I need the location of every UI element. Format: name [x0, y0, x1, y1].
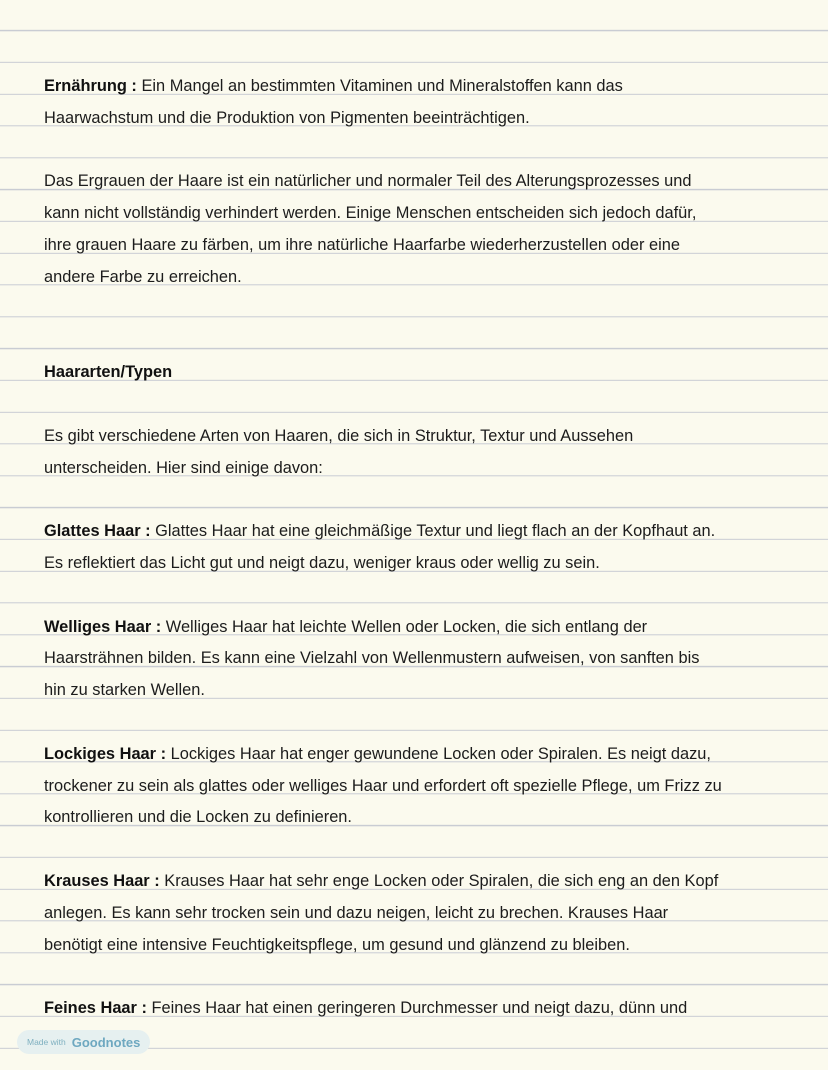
paragraph-wellig-line-3: hin zu starken Wellen.: [44, 681, 205, 700]
label-glatt: Glattes Haar :: [44, 522, 151, 541]
paragraph-lockig-line-3: kontrollieren und die Locken zu definieren.: [44, 808, 352, 827]
text: Feines Haar hat einen geringeren Durchmesser und neigt dazu, dünn und: [146, 999, 688, 1018]
blank-line: [44, 389, 804, 421]
text: Ein Mangel an bestimmten Vitaminen und Mineralstoffen kann das: [136, 77, 623, 95]
blank-line: [44, 580, 804, 612]
paragraph-ernaehrung-line-1: [44, 71, 804, 103]
blank-line: [44, 325, 804, 357]
paragraph-wellig-line-1: [44, 612, 804, 644]
notebook-page: [44, 71, 804, 1025]
paragraph-ergrauen-line-1: Das Ergrauen der Haare ist ein natürlicher und normaler Teil des Alterungsprozesses und: [44, 172, 692, 191]
text: Glattes Haar hat eine gleichmäßige Textur und liegt flach an der Kopfhaut an.: [150, 522, 716, 541]
paragraph-intro-line-1: Es gibt verschiedene Arten von Haaren, die sich in Struktur, Textur und Aussehen: [44, 426, 634, 445]
blank-line: [44, 707, 804, 739]
blank-line: [44, 484, 804, 516]
paragraph-kraus-line-2: anlegen. Es kann sehr trocken sein und dazu neigen, leicht zu brechen. Krauses Haar: [44, 903, 669, 922]
blank-line: [44, 961, 804, 993]
paragraph-intro-line-2: unterscheiden. Hier sind einige davon:: [44, 458, 323, 477]
label-lockig: Lockiges Haar :: [44, 744, 167, 763]
paragraph-ernaehrung-line-2: Haarwachstum und die Produktion von Pigmenten beeinträchtigen.: [44, 108, 530, 127]
blank-line: [44, 834, 804, 866]
goodnotes-watermark: [17, 1030, 150, 1054]
paragraph-ergrauen-line-4: andere Farbe zu erreichen.: [44, 267, 242, 286]
blank-line: [44, 294, 804, 326]
text: Welliges Haar hat leichte Wellen oder Locken, die sich entlang der: [161, 617, 648, 636]
paragraph-ergrauen-line-2: kann nicht vollständig verhindert werden. Einige Menschen entscheiden sich jedoch dafür,: [44, 204, 697, 223]
label-wellig: Welliges Haar :: [44, 617, 162, 636]
label-kraus: Krauses Haar :: [44, 871, 160, 890]
paragraph-lockig-line-1: [44, 739, 804, 771]
text: Krauses Haar hat sehr enge Locken oder Spiralen, die sich eng an den Kopf: [159, 871, 719, 890]
paragraph-ergrauen-line-3: ihre grauen Haare zu färben, um ihre natürliche Haarfarbe wiederherzustellen oder eine: [44, 235, 680, 254]
paragraph-kraus-line-1: [44, 866, 804, 898]
goodnotes-logo: Goodnotes: [71, 1034, 141, 1050]
section-heading: [44, 357, 804, 389]
label-fein: Feines Haar :: [44, 999, 147, 1018]
heading-haararten: Haararten/Typen: [44, 363, 173, 382]
made-with-text: Made with: [27, 1037, 66, 1047]
paragraph-glatt-line-1: [44, 516, 804, 548]
label-ernaehrung: Ernährung :: [44, 77, 137, 95]
paragraph-lockig-line-2: trockener zu sein als glattes oder welliges Haar und erfordert oft spezielle Pflege, um Frizz zu: [44, 776, 722, 795]
text: Lockiges Haar hat enger gewundene Locken oder Spiralen. Es neigt dazu,: [166, 744, 711, 763]
blank-line: [44, 135, 804, 167]
paragraph-wellig-line-2: Haarsträhnen bilden. Es kann eine Vielzahl von Wellenmustern aufweisen, von sanften bis: [44, 649, 700, 668]
paragraph-kraus-line-3: benötigt eine intensive Feuchtigkeitspflege, um gesund und glänzend zu bleiben.: [44, 935, 630, 954]
paragraph-glatt-line-2: Es reflektiert das Licht gut und neigt dazu, weniger kraus oder wellig zu sein.: [44, 553, 600, 572]
paragraph-fein-line-1: [44, 993, 804, 1025]
